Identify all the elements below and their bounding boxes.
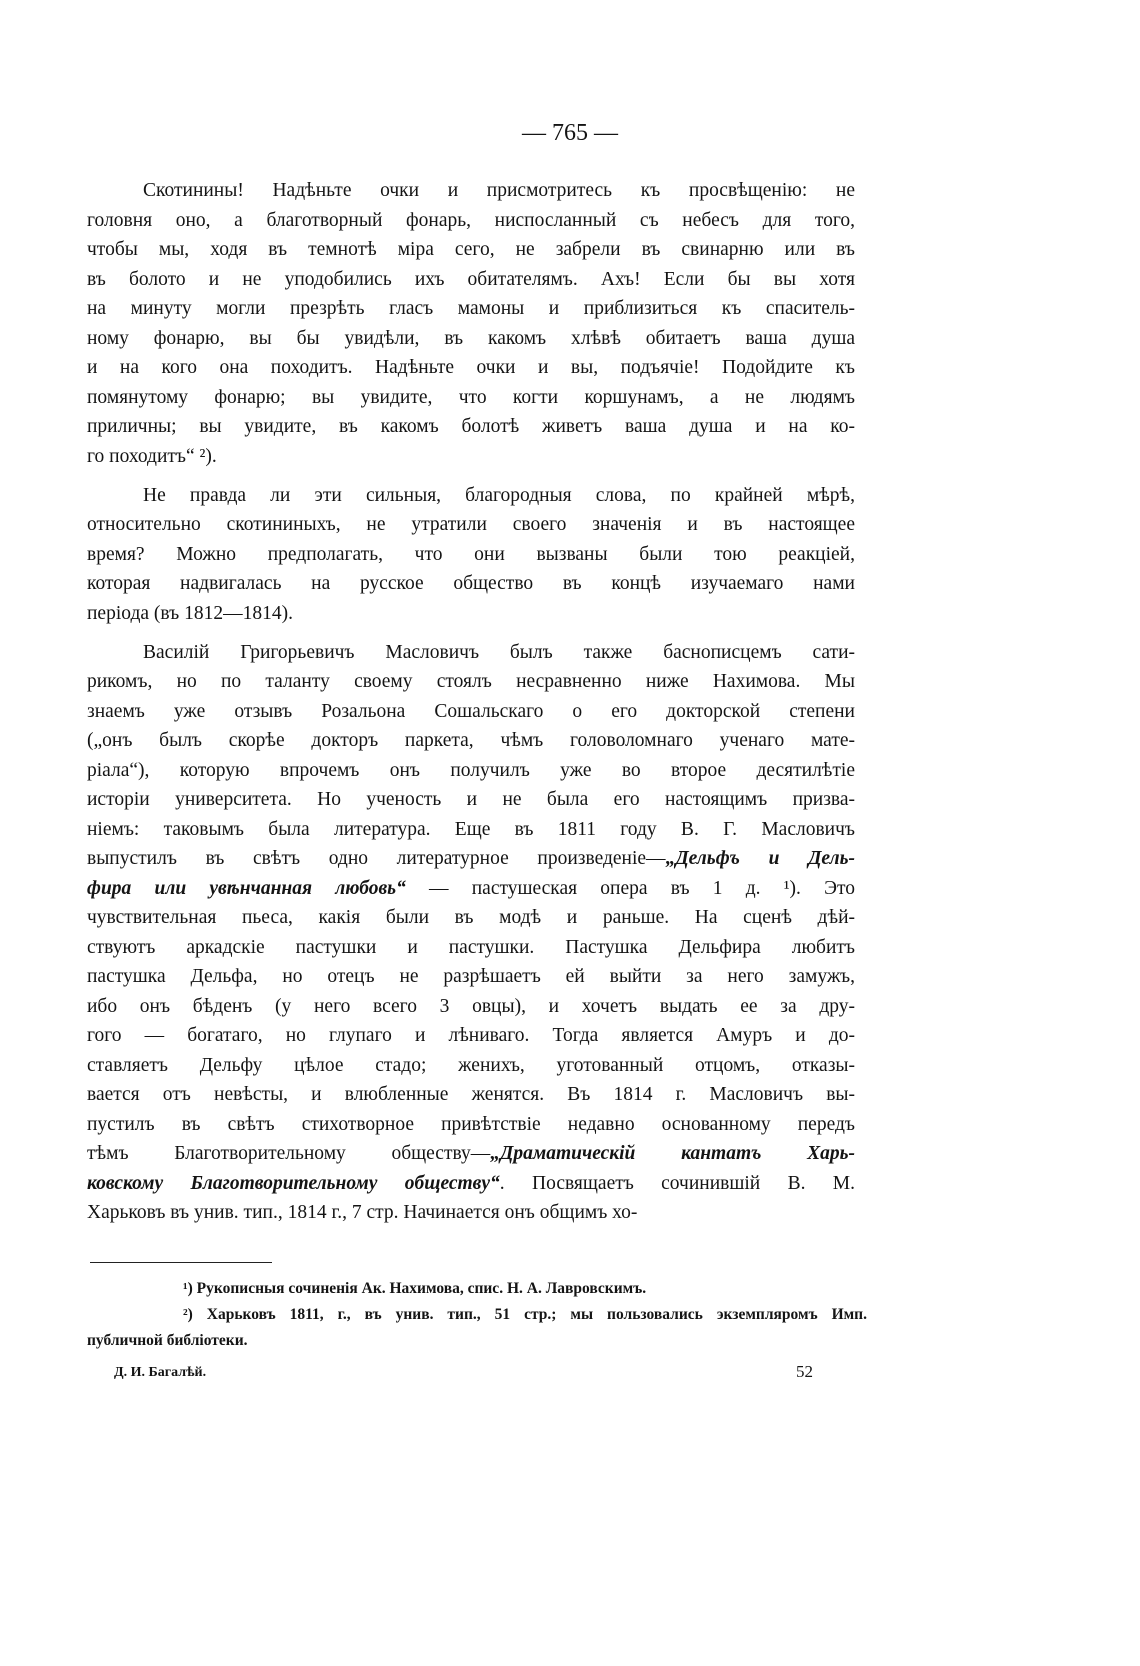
text-line — [87, 844, 855, 874]
text-line — [87, 903, 855, 933]
text-line — [87, 235, 855, 265]
italic-title-text: ковскому Благотворительному обществу“ — [87, 1172, 500, 1194]
text-line — [87, 785, 855, 815]
text-segment: и на кого она походитъ. Надѣньте очки и вы, подъячіе! Подойдите къ — [87, 357, 855, 378]
text-segment: . Посвящаетъ сочинившій В. М. — [499, 1172, 855, 1194]
text-segment: время? Можно предполагать, что они вызваны были тою реакціей, — [87, 543, 855, 565]
footnote-divider — [90, 1262, 272, 1263]
text-segment: го походитъ“ ²). — [87, 445, 217, 467]
text-segment: чувствительная пьеса, какія были въ модѣ и раньше. На сценѣ дѣй- — [87, 907, 855, 928]
text-line — [87, 1051, 855, 1081]
text-segment: знаемъ уже отзывъ Розальона Сошальскаго о его докторской степени — [87, 700, 855, 722]
body-text — [87, 176, 855, 1237]
text-line — [87, 1080, 855, 1110]
text-segment: исторіи университета. Но ученость и не была его настоящимъ призва- — [87, 789, 855, 810]
text-segment: Харьковъ въ унив. тип., 1814 г., 7 стр. Начинается онъ общимъ хо- — [87, 1202, 638, 1223]
text-segment: рикомъ, но по таланту своему стоялъ несравненно ниже Нахимова. Мы — [87, 671, 855, 692]
text-line — [87, 756, 855, 786]
text-line — [87, 324, 855, 354]
text-segment: ному фонарю, вы бы увидѣли, въ какомъ хлѣвѣ обитаетъ ваша душа — [87, 327, 855, 349]
text-segment: относительно скотининыхъ, не утратили своего значенія и въ настоящее — [87, 514, 855, 535]
paragraph — [87, 481, 855, 629]
text-segment: вается отъ невѣсты, и влюбленные женятся. Въ 1814 г. Масловичъ вы- — [87, 1084, 855, 1105]
text-segment: головня оно, а благотворный фонарь, ниспосланный съ небесъ для того, — [87, 209, 855, 231]
text-line — [87, 1110, 855, 1140]
footnotes — [87, 1276, 867, 1354]
text-line — [87, 697, 855, 727]
text-line — [87, 294, 855, 324]
text-segment: — пастушеская опера въ 1 д. ¹). Это — [405, 877, 856, 899]
text-segment: ріала“), которую впрочемъ онъ получилъ уже во второе десятилѣтіе — [87, 759, 855, 781]
paragraph — [87, 638, 855, 1228]
text-segment: выпустилъ въ свѣтъ одно литературное произведеніе— — [87, 848, 666, 869]
text-line — [87, 962, 855, 992]
text-segment: тѣмъ Благотворительному обществу— — [87, 1143, 491, 1164]
text-segment: ствуютъ аркадскіе пастушки и пастушки. Пастушка Дельфира любитъ — [87, 936, 855, 958]
italic-title-text: „Дельфъ и Дель- — [665, 848, 855, 869]
text-segment: которая надвигалась на русское общество въ концѣ изучаемаго нами — [87, 573, 855, 594]
sheet-number: 52 — [796, 1362, 813, 1381]
text-line — [87, 815, 855, 845]
text-line — [87, 874, 855, 904]
text-segment: приличны; вы увидите, въ какомъ болотѣ живетъ ваша душа и на ко- — [87, 416, 855, 437]
text-segment: ибо онъ бѣденъ (у него всего 3 овцы), и хочетъ выдать ее за дру- — [87, 995, 855, 1017]
text-segment: періода (въ 1812—1814). — [87, 602, 293, 624]
text-line — [87, 265, 855, 295]
text-line — [87, 206, 855, 236]
footnote-1: ¹) Рукописныя сочиненія Ак. Нахимова, спис. Н. А. Лавровскимъ. — [183, 1280, 647, 1297]
text-segment: Не правда ли эти сильныя, благородныя слова, по крайней мѣрѣ, — [143, 484, 855, 506]
text-segment: гого — богатаго, но глупаго и лѣниваго. Тогда является Амуръ и до- — [87, 1025, 855, 1046]
text-line — [87, 383, 855, 413]
text-line — [87, 569, 855, 599]
text-segment: („онъ былъ скорѣе докторъ паркета, чѣмъ головоломнаго ученаго мате- — [87, 730, 855, 751]
text-segment: Скотинины! Надѣньте очки и присмотритесь къ просвѣщенію: не — [143, 180, 855, 201]
text-line — [87, 442, 855, 472]
text-line — [87, 1139, 855, 1169]
text-segment: въ болото и не уподобились ихъ обитателямъ. Ахъ! Если бы вы хотя — [87, 268, 855, 290]
text-line — [87, 1169, 855, 1199]
text-segment: пастушка Дельфа, но отецъ не разрѣшаетъ ей выйти за него замужъ, — [87, 966, 855, 987]
text-line — [87, 933, 855, 963]
printer-signature: Д. И. Багалѣй. — [114, 1365, 207, 1380]
text-line — [87, 510, 855, 540]
text-line — [87, 638, 855, 668]
text-line — [87, 992, 855, 1022]
paragraph — [87, 176, 855, 471]
italic-title-text: фира или увѣнчанная любовь“ — [87, 877, 406, 899]
text-segment: на минуту могли презрѣть гласъ мамоны и приблизиться къ спаситель- — [87, 298, 855, 319]
page-number: — 765 — — [522, 120, 618, 146]
text-segment: ставляетъ Дельфу цѣлое стадо; женихъ, уготованный отцомъ, отказы- — [87, 1054, 855, 1076]
italic-title-text: „Драматическій кантатъ Харь- — [490, 1143, 855, 1164]
text-segment: ніемъ: таковымъ была литература. Еще въ 1811 году В. Г. Масловичъ — [87, 818, 855, 840]
text-line — [87, 726, 855, 756]
text-line — [87, 1021, 855, 1051]
footnote-2-continuation: публичной библіотеки. — [87, 1332, 248, 1349]
text-line — [87, 481, 855, 511]
text-line — [87, 599, 855, 629]
text-segment: Василій Григорьевичъ Масловичъ былъ также баснописцемъ сати- — [143, 641, 855, 663]
text-line — [87, 412, 855, 442]
footnote-2: ²) Харьковъ 1811, г., въ унив. тип., 51 стр.; мы пользовались экземпляромъ Имп. — [183, 1306, 867, 1323]
text-segment: помянутому фонарю; вы увидите, что когти коршунамъ, а не людямъ — [87, 386, 855, 408]
text-line — [87, 667, 855, 697]
text-line — [87, 1198, 855, 1228]
text-segment: чтобы мы, ходя въ темнотѣ міра сего, не забрели въ свинарню или въ — [87, 239, 855, 260]
text-line — [87, 176, 855, 206]
text-line — [87, 540, 855, 570]
text-segment: пустилъ въ свѣтъ стихотворное привѣтствіе недавно основанному передъ — [87, 1113, 855, 1135]
text-line — [87, 353, 855, 383]
